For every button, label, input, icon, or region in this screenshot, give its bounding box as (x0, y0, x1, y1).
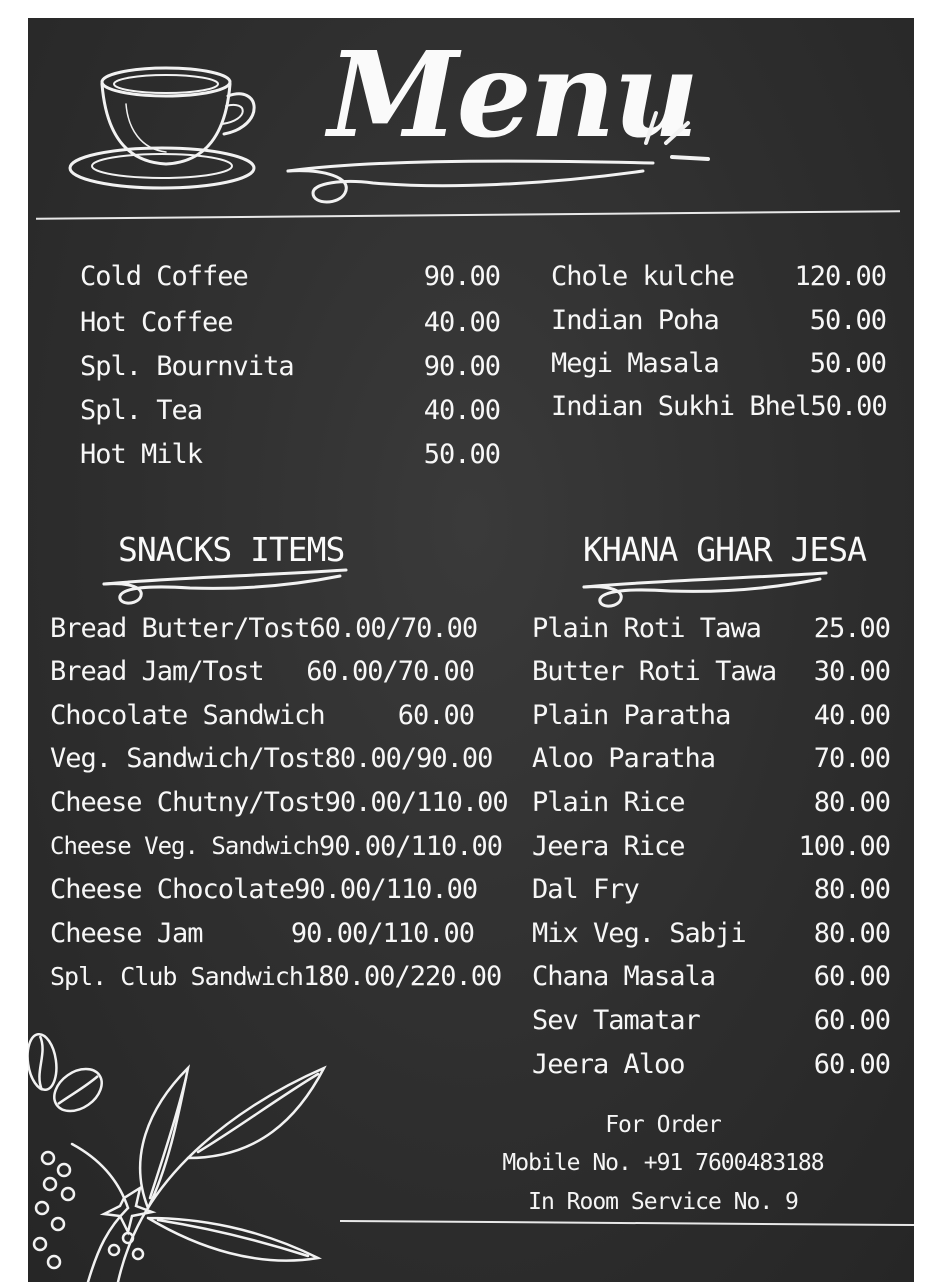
bottom-divider (340, 1220, 914, 1226)
item-name: Cold Coffee (80, 260, 248, 292)
list-item (551, 386, 886, 426)
item-name: Plain Paratha (532, 699, 731, 731)
list-item (532, 782, 890, 822)
item-price: 50.00 (423, 438, 500, 470)
flourish-underline-icon (580, 573, 830, 613)
list-item (532, 651, 890, 691)
item-name: Butter Roti Tawa (532, 655, 777, 687)
item-price: 100.00 (798, 830, 890, 862)
item-price: 90.00 (423, 350, 500, 382)
item-name: Veg. Sandwich/Tost (50, 742, 325, 774)
contact-mobile: Mobile No. +91 7600483188 (502, 1150, 824, 1176)
list-item (551, 256, 886, 296)
item-name: Spl. Tea (80, 394, 203, 426)
item-price: 80.00/90.00 (324, 742, 493, 774)
item-name: Hot Milk (80, 438, 203, 470)
item-name: Indian Poha (551, 304, 719, 336)
item-price: 40.00 (813, 699, 890, 731)
item-name: Sev Tamatar (532, 1004, 700, 1036)
list-item (50, 738, 493, 778)
item-name: Hot Coffee (80, 306, 233, 338)
item-price: 180.00/220.00 (302, 960, 502, 992)
item-price: 60.00 (397, 699, 474, 731)
list-item (80, 346, 500, 386)
item-price: 80.00 (813, 917, 890, 949)
khana-section-title: KHANA GHAR JESA (583, 530, 867, 569)
list-item (532, 1000, 890, 1040)
item-name: Chocolate Sandwich (50, 699, 325, 731)
item-name: Cheese Chocolate (50, 873, 295, 905)
coffee-cup-icon (66, 54, 266, 194)
list-item (80, 302, 500, 342)
list-item (50, 608, 478, 648)
item-name: Bread Butter/Tost (50, 612, 310, 644)
item-price: 50.00 (809, 347, 886, 379)
list-item (50, 956, 502, 996)
flourish-underline-icon (283, 153, 663, 213)
list-item (532, 956, 890, 996)
item-price: 90.00 (423, 260, 500, 292)
flourish-underline-icon (100, 570, 350, 610)
list-item (532, 608, 890, 648)
item-price: 60.00 (813, 960, 890, 992)
list-item (532, 738, 890, 778)
item-price: 90.00/110.00 (318, 830, 503, 862)
item-name: Bread Jam/Tost (50, 655, 264, 687)
item-price: 60.00 (813, 1004, 890, 1036)
list-item (50, 913, 474, 953)
chalkboard-menu (28, 18, 914, 1282)
item-price: 60.00/70.00 (306, 655, 474, 687)
item-name: Aloo Paratha (532, 742, 716, 774)
item-price: 90.00/110.00 (324, 786, 508, 818)
list-item (80, 390, 500, 430)
list-item (80, 256, 500, 296)
list-item (50, 826, 503, 866)
list-item (532, 869, 890, 909)
list-item (532, 826, 890, 866)
item-price: 60.00/70.00 (309, 612, 478, 644)
list-item (50, 869, 478, 909)
item-price: 80.00 (813, 786, 890, 818)
list-item (80, 434, 500, 474)
item-price: 120.00 (794, 260, 886, 292)
menu-title: Menu (328, 25, 698, 164)
item-name: Spl. Club Sandwich (50, 961, 303, 991)
list-item (532, 695, 890, 735)
item-price: 40.00 (423, 394, 500, 426)
item-name: Plain Roti Tawa (532, 612, 761, 644)
item-price: 30.00 (813, 655, 890, 687)
item-name: Jeera Aloo (532, 1048, 685, 1080)
item-name: Mix Veg. Sabji (532, 917, 746, 949)
item-price: 25.00 (813, 612, 890, 644)
list-item (50, 695, 474, 735)
leaf-branch-icon (28, 1048, 348, 1282)
list-item (551, 343, 886, 383)
item-name: Chole kulche (551, 260, 735, 292)
contact-heading: For Order (605, 1112, 721, 1138)
contact-room-service: In Room Service No. 9 (528, 1189, 798, 1215)
item-price: 50.00 (810, 390, 887, 422)
item-price: 50.00 (809, 304, 886, 336)
item-name: Chana Masala (532, 960, 716, 992)
item-name: Indian Sukhi Bhel (551, 390, 811, 422)
list-item (50, 651, 474, 691)
item-price: 70.00 (813, 742, 890, 774)
item-name: Megi Masala (551, 347, 719, 379)
item-name: Plain Rice (532, 786, 685, 818)
item-name: Cheese Jam (50, 917, 203, 949)
item-price: 60.00 (813, 1048, 890, 1080)
item-price: 90.00/110.00 (290, 917, 474, 949)
item-price: 90.00/110.00 (294, 873, 478, 905)
item-name: Jeera Rice (532, 830, 685, 862)
list-item (532, 913, 890, 953)
item-name: Dal Fry (532, 873, 639, 905)
list-item (50, 782, 508, 822)
list-item (551, 300, 886, 340)
item-name: Cheese Chutny/Tost (50, 786, 325, 818)
item-price: 40.00 (423, 306, 500, 338)
item-name: Spl. Bournvita (80, 350, 294, 382)
snacks-section-title: SNACKS ITEMS (118, 530, 345, 569)
list-item (532, 1044, 890, 1084)
item-price: 80.00 (813, 873, 890, 905)
item-name: Cheese Veg. Sandwich (50, 832, 319, 860)
